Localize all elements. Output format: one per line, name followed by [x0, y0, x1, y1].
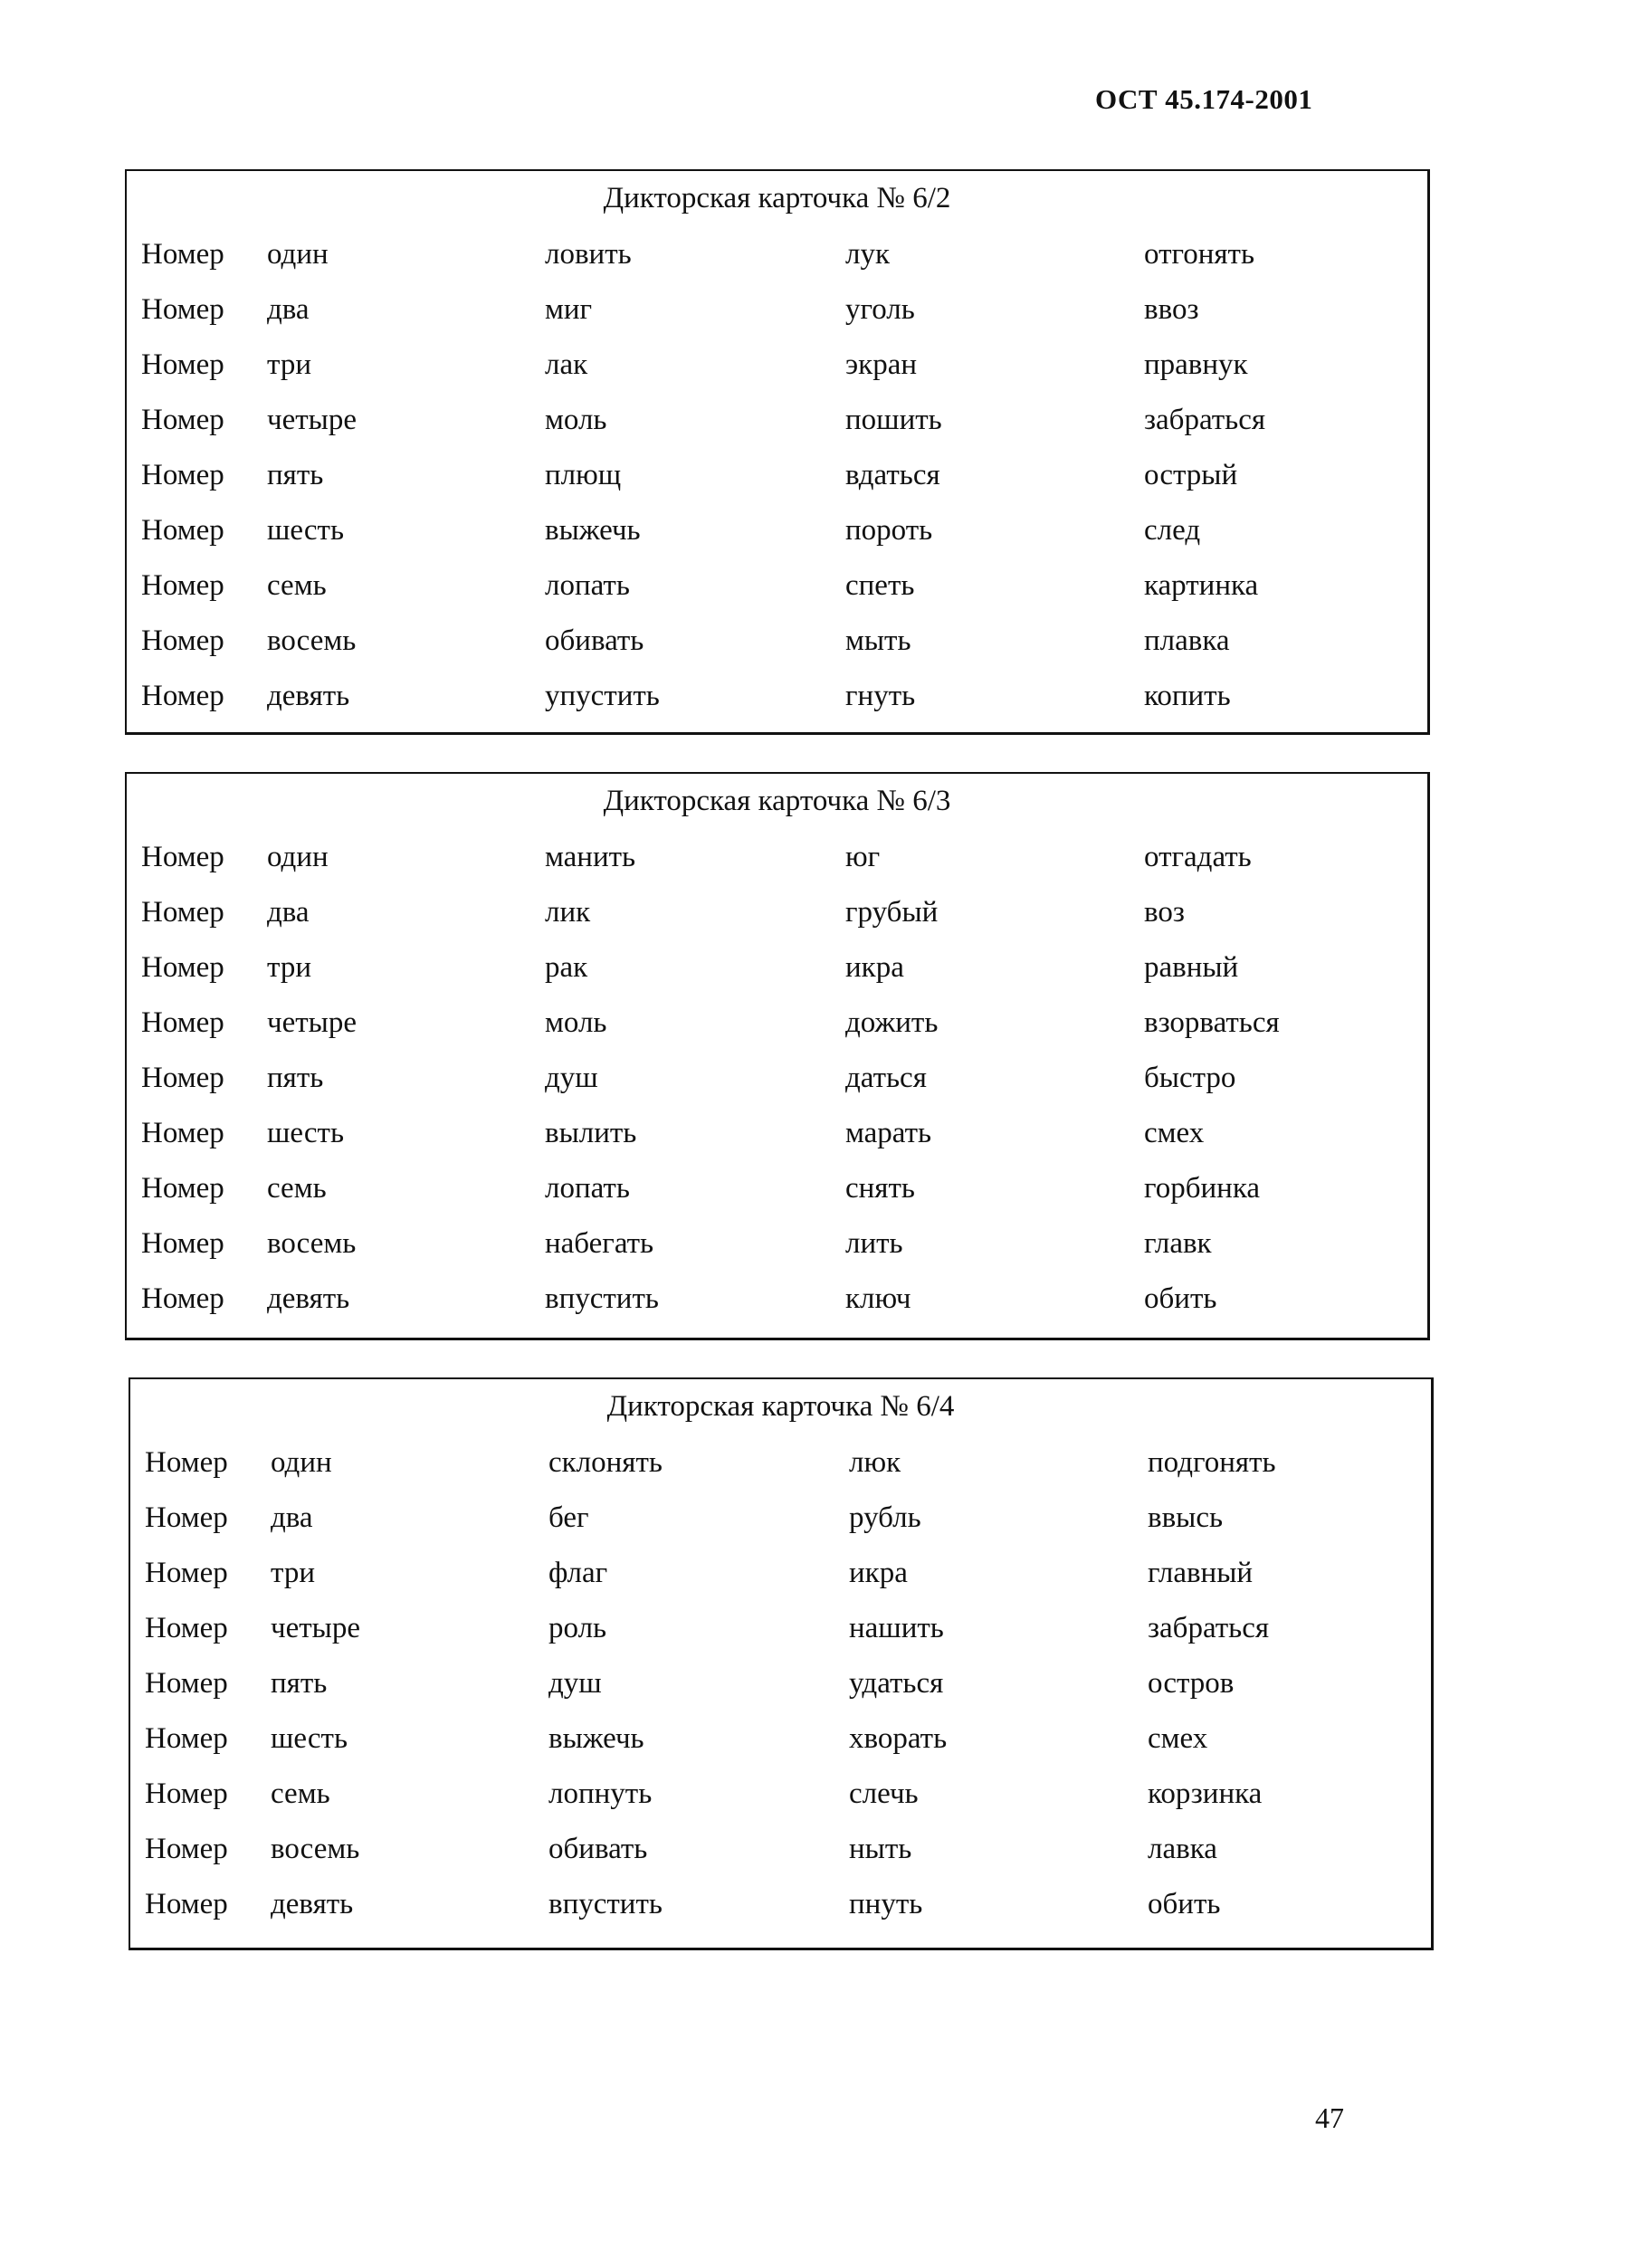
- cell-label: Номер: [141, 238, 224, 271]
- table-row: [127, 1117, 1427, 1172]
- cell-label: Номер: [141, 841, 224, 873]
- table-row: [130, 1722, 1431, 1777]
- word-table: [127, 841, 1427, 1338]
- table-row: [130, 1888, 1431, 1943]
- card-title: Дикторская карточка № 6/2: [603, 182, 951, 214]
- cell-word-1: плющ: [545, 459, 622, 491]
- cell-label: Номер: [141, 293, 224, 326]
- table-row: [130, 1557, 1431, 1612]
- cell-numeral: два: [267, 896, 310, 929]
- cell-word-2: икра: [845, 951, 904, 984]
- cell-numeral: пять: [271, 1667, 328, 1700]
- cell-word-1: набегать: [545, 1227, 654, 1260]
- cell-label: Номер: [145, 1501, 228, 1534]
- cell-label: Номер: [141, 1227, 224, 1260]
- table-row: [127, 841, 1427, 896]
- cell-word-1: обивать: [548, 1833, 648, 1865]
- cell-word-2: пороть: [845, 514, 933, 547]
- cell-numeral: девять: [267, 1282, 350, 1315]
- cell-numeral: один: [267, 841, 329, 873]
- cell-word-2: слечь: [849, 1777, 919, 1810]
- cell-word-2: лить: [845, 1227, 903, 1260]
- cell-word-3: главный: [1148, 1557, 1254, 1589]
- cell-word-3: обить: [1144, 1282, 1217, 1315]
- cell-word-2: экран: [845, 348, 918, 381]
- document-code: ОСТ 45.174-2001: [1095, 83, 1313, 115]
- cell-word-1: склонять: [548, 1446, 663, 1479]
- cell-label: Номер: [141, 1282, 224, 1315]
- table-row: [130, 1446, 1431, 1501]
- cell-label: Номер: [141, 896, 224, 929]
- cell-label: Номер: [141, 348, 224, 381]
- cell-word-3: горбинка: [1144, 1172, 1261, 1205]
- cell-word-1: лопать: [545, 1172, 630, 1205]
- table-row: [130, 1501, 1431, 1557]
- cell-label: Номер: [141, 1172, 224, 1205]
- cell-word-2: уголь: [845, 293, 915, 326]
- cell-numeral: один: [271, 1446, 332, 1479]
- cell-word-1: миг: [545, 293, 593, 326]
- cell-numeral: четыре: [267, 404, 357, 436]
- cell-numeral: восемь: [267, 1227, 357, 1260]
- cell-numeral: один: [267, 238, 329, 271]
- cell-word-2: снять: [845, 1172, 915, 1205]
- cell-word-1: выжечь: [548, 1722, 644, 1755]
- cell-label: Номер: [141, 459, 224, 491]
- table-row: [127, 569, 1427, 624]
- cell-word-2: спеть: [845, 569, 915, 602]
- cell-label: Номер: [141, 1062, 224, 1094]
- table-row: [127, 1227, 1427, 1282]
- table-row: [127, 1172, 1427, 1227]
- cell-label: Номер: [141, 1006, 224, 1039]
- cell-word-2: пошить: [845, 404, 942, 436]
- cell-word-3: корзинка: [1148, 1777, 1263, 1810]
- card-title: Дикторская карточка № 6/4: [606, 1390, 955, 1423]
- cell-word-2: даться: [845, 1062, 927, 1094]
- cell-word-3: плавка: [1144, 624, 1230, 657]
- cell-word-2: мыть: [845, 624, 911, 657]
- cell-word-2: грубый: [845, 896, 939, 929]
- cell-word-2: ключ: [845, 1282, 911, 1315]
- cell-word-2: икра: [849, 1557, 908, 1589]
- cell-word-3: забраться: [1148, 1612, 1270, 1644]
- cell-label: Номер: [145, 1446, 228, 1479]
- table-row: [127, 404, 1427, 459]
- cell-word-1: впустить: [548, 1888, 663, 1920]
- table-row: [127, 1282, 1427, 1338]
- cell-numeral: пять: [267, 459, 324, 491]
- table-row: [127, 1006, 1427, 1062]
- cell-word-1: вылить: [545, 1117, 637, 1149]
- cell-word-1: лопать: [545, 569, 630, 602]
- cell-numeral: девять: [267, 680, 350, 712]
- cell-word-2: ныть: [849, 1833, 912, 1865]
- cell-word-1: флаг: [548, 1557, 608, 1589]
- cell-word-1: впустить: [545, 1282, 659, 1315]
- cell-label: Номер: [145, 1557, 228, 1589]
- cell-word-1: рак: [545, 951, 588, 984]
- cell-word-1: роль: [548, 1612, 607, 1644]
- cell-label: Номер: [141, 569, 224, 602]
- cell-label: Номер: [145, 1777, 228, 1810]
- cell-word-3: ввоз: [1144, 293, 1199, 326]
- cell-word-3: взорваться: [1144, 1006, 1280, 1039]
- cell-numeral: три: [271, 1557, 315, 1589]
- cell-label: Номер: [141, 514, 224, 547]
- card-title: Дикторская карточка № 6/3: [603, 785, 951, 817]
- cell-word-3: равный: [1144, 951, 1239, 984]
- table-row: [130, 1667, 1431, 1722]
- cell-word-3: подгонять: [1148, 1446, 1276, 1479]
- cell-word-2: гнуть: [845, 680, 916, 712]
- table-row: [127, 514, 1427, 569]
- cell-numeral: девять: [271, 1888, 354, 1920]
- cell-numeral: семь: [267, 569, 327, 602]
- cell-label: Номер: [141, 680, 224, 712]
- cell-word-1: душ: [545, 1062, 598, 1094]
- cell-numeral: восемь: [271, 1833, 360, 1865]
- cell-word-3: главк: [1144, 1227, 1212, 1260]
- cell-numeral: два: [267, 293, 310, 326]
- cell-word-1: душ: [548, 1667, 602, 1700]
- table-row: [127, 1062, 1427, 1117]
- table-row: [127, 951, 1427, 1006]
- cell-numeral: три: [267, 348, 311, 381]
- cell-word-2: рубль: [849, 1501, 921, 1534]
- cell-word-3: лавка: [1148, 1833, 1217, 1865]
- cell-word-3: забраться: [1144, 404, 1266, 436]
- cell-word-1: выжечь: [545, 514, 641, 547]
- cell-word-3: остров: [1148, 1667, 1235, 1700]
- cell-numeral: семь: [271, 1777, 330, 1810]
- cell-label: Номер: [145, 1612, 228, 1644]
- cell-word-3: обить: [1148, 1888, 1221, 1920]
- cell-word-1: лопнуть: [548, 1777, 653, 1810]
- cell-numeral: шесть: [267, 1117, 344, 1149]
- cell-word-3: ввысь: [1148, 1501, 1224, 1534]
- cell-word-1: моль: [545, 404, 607, 436]
- table-row: [130, 1777, 1431, 1833]
- cell-word-2: пнуть: [849, 1888, 923, 1920]
- cell-word-3: смех: [1144, 1117, 1205, 1149]
- cell-label: Номер: [145, 1722, 228, 1755]
- cell-numeral: шесть: [267, 514, 344, 547]
- cell-word-2: юг: [845, 841, 881, 873]
- cell-label: Номер: [145, 1888, 228, 1920]
- cell-numeral: четыре: [271, 1612, 360, 1644]
- cell-word-2: нашить: [849, 1612, 944, 1644]
- announcer-card-6-3: [125, 772, 1430, 1340]
- cell-label: Номер: [141, 1117, 224, 1149]
- cell-word-3: быстро: [1144, 1062, 1236, 1094]
- cell-word-2: марать: [845, 1117, 932, 1149]
- cell-word-1: манить: [545, 841, 636, 873]
- page-number: 47: [1315, 2101, 1344, 2134]
- cell-word-3: воз: [1144, 896, 1185, 929]
- table-row: [127, 238, 1427, 293]
- word-table: [130, 1446, 1431, 1943]
- cell-numeral: четыре: [267, 1006, 357, 1039]
- cell-label: Номер: [141, 951, 224, 984]
- cell-word-3: картинка: [1144, 569, 1259, 602]
- cell-word-2: удаться: [849, 1667, 944, 1700]
- cell-word-1: лик: [545, 896, 591, 929]
- cell-word-1: лак: [545, 348, 588, 381]
- cell-word-3: копить: [1144, 680, 1231, 712]
- cell-word-1: бег: [548, 1501, 589, 1534]
- table-row: [127, 624, 1427, 680]
- cell-word-2: дожить: [845, 1006, 939, 1039]
- table-row: [127, 459, 1427, 514]
- cell-word-1: моль: [545, 1006, 607, 1039]
- cell-numeral: семь: [267, 1172, 327, 1205]
- announcer-card-6-2: [125, 169, 1430, 735]
- cell-word-2: вдаться: [845, 459, 940, 491]
- cell-word-2: хворать: [849, 1722, 948, 1755]
- cell-word-3: отгадать: [1144, 841, 1252, 873]
- cell-word-3: острый: [1144, 459, 1238, 491]
- table-row: [127, 348, 1427, 404]
- table-row: [127, 896, 1427, 951]
- table-row: [127, 680, 1427, 735]
- cell-word-3: правнук: [1144, 348, 1248, 381]
- cell-label: Номер: [141, 404, 224, 436]
- cell-numeral: шесть: [271, 1722, 348, 1755]
- cell-label: Номер: [141, 624, 224, 657]
- word-table: [127, 238, 1427, 735]
- cell-word-3: след: [1144, 514, 1201, 547]
- cell-word-2: лук: [845, 238, 891, 271]
- table-row: [130, 1833, 1431, 1888]
- cell-word-2: люк: [849, 1446, 901, 1479]
- cell-word-1: обивать: [545, 624, 644, 657]
- table-row: [130, 1612, 1431, 1667]
- table-row: [127, 293, 1427, 348]
- cell-label: Номер: [145, 1667, 228, 1700]
- cell-numeral: три: [267, 951, 311, 984]
- cell-numeral: два: [271, 1501, 313, 1534]
- cell-word-3: отгонять: [1144, 238, 1255, 271]
- cell-label: Номер: [145, 1833, 228, 1865]
- cell-word-1: упустить: [545, 680, 660, 712]
- cell-numeral: восемь: [267, 624, 357, 657]
- cell-numeral: пять: [267, 1062, 324, 1094]
- cell-word-1: ловить: [545, 238, 632, 271]
- announcer-card-6-4: [129, 1377, 1434, 1950]
- cell-word-3: смех: [1148, 1722, 1208, 1755]
